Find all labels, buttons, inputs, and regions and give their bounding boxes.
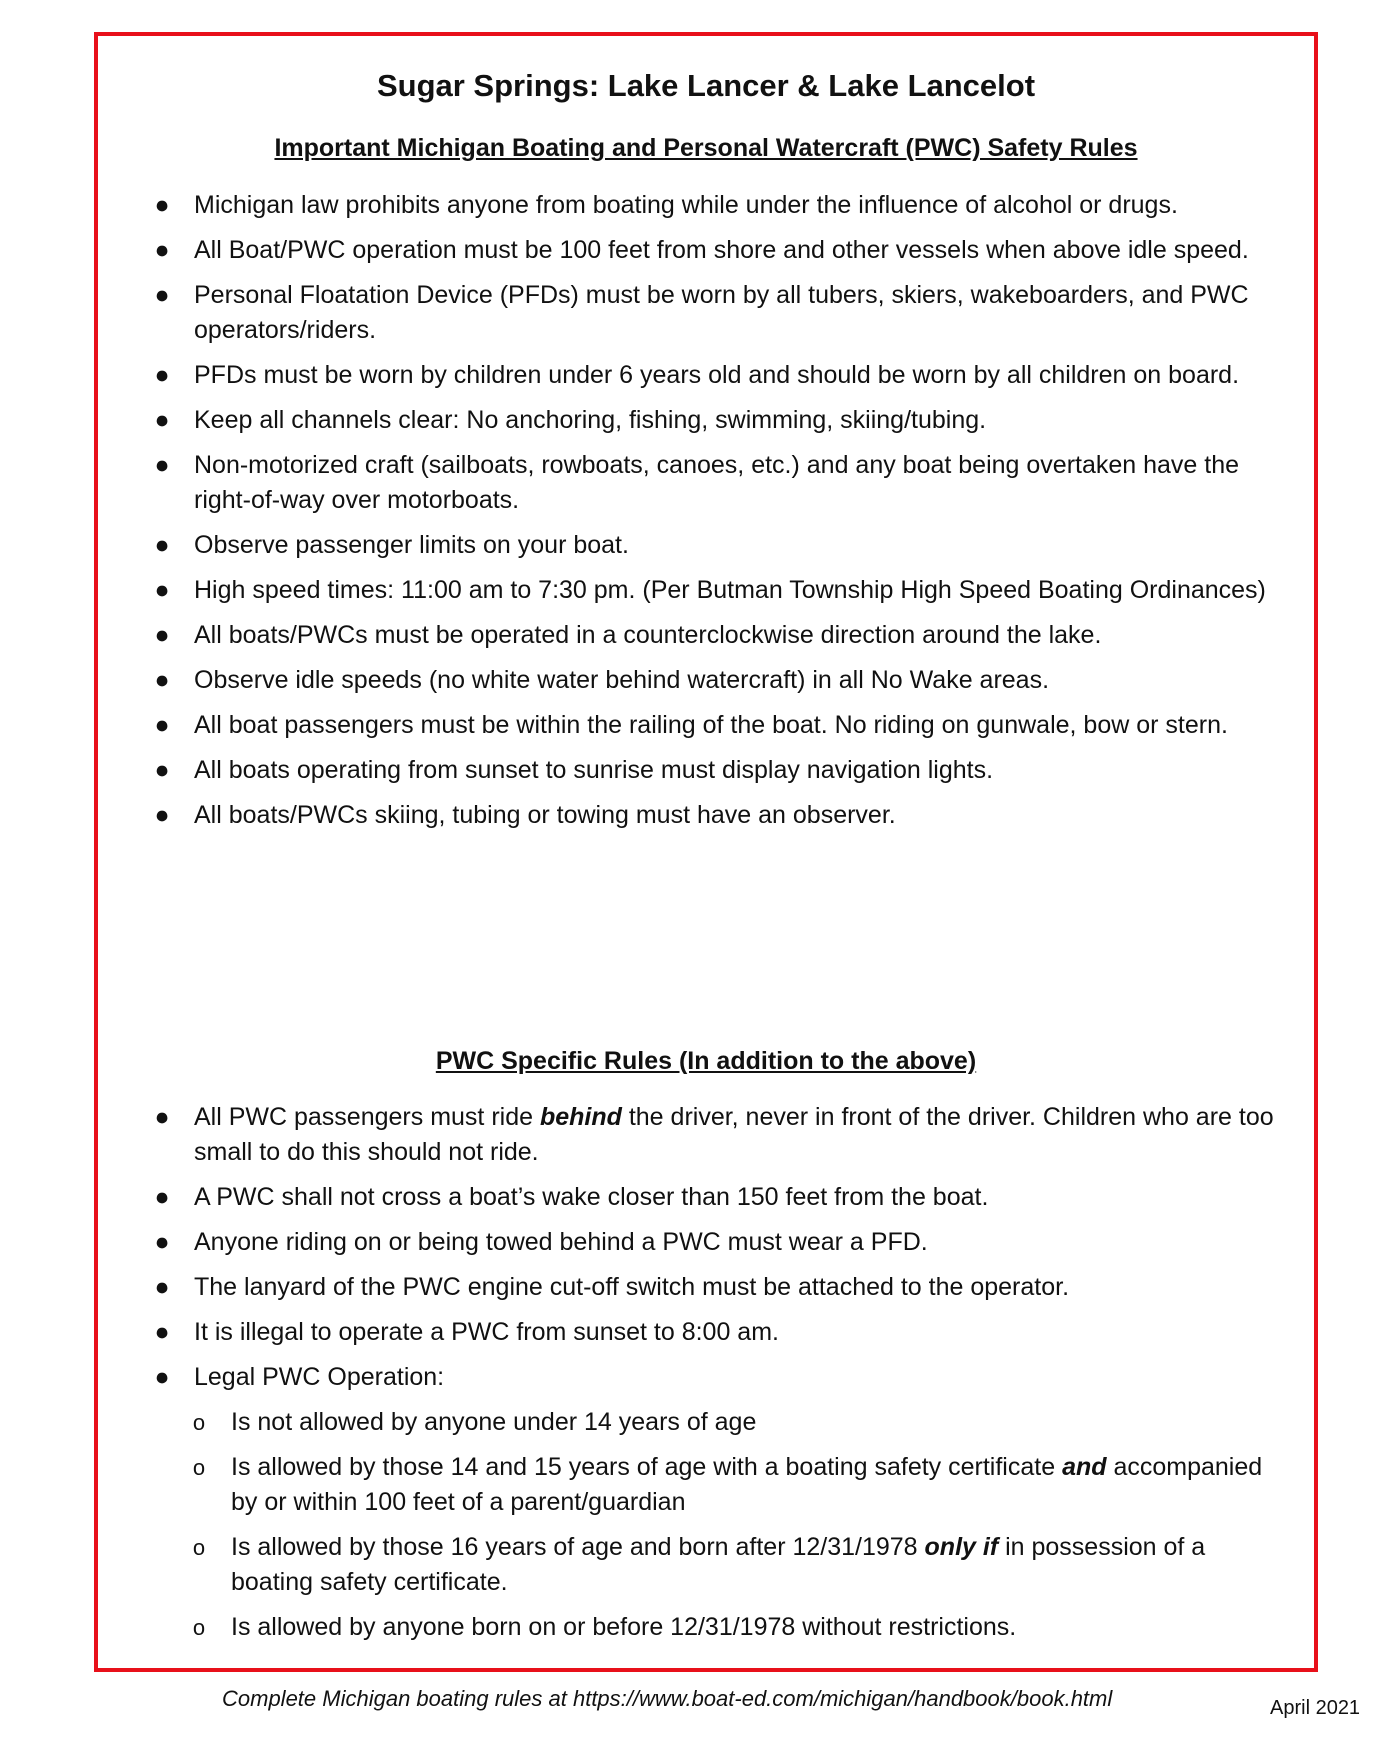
sub-list-item: o Is allowed by those 14 and 15 years of age with a boating safety certificate and accompanied by or within 100 feet of a parent/guardian xyxy=(98,1450,1314,1520)
list-item: ● Legal PWC Operation: xyxy=(98,1360,1314,1395)
footer-note: Complete Michigan boating rules at https://www.boat-ed.com/michigan/handbook/book.html xyxy=(222,1686,1113,1711)
list-item: ● All boats/PWCs skiing, tubing or towing must have an observer. xyxy=(98,798,1314,833)
bullet-icon: ● xyxy=(154,621,170,649)
bullet-icon: ● xyxy=(154,191,170,219)
list-item: ● The lanyard of the PWC engine cut-off switch must be attached to the operator. xyxy=(98,1270,1314,1305)
bullet-icon: ● xyxy=(154,576,170,604)
bullet-icon: ● xyxy=(154,406,170,434)
bullet-icon: ● xyxy=(154,451,170,479)
bullet-icon: ● xyxy=(154,1363,170,1391)
list-item: ● Non-motorized craft (sailboats, rowboats, canoes, etc.) and any boat being overtaken have the right-of-way over motorboats. xyxy=(98,448,1314,518)
list-item: ● Observe passenger limits on your boat. xyxy=(98,528,1314,563)
list-item: ● All Boat/PWC operation must be 100 feet from shore and other vessels when above idle speed. xyxy=(98,233,1314,268)
list-item: ● A PWC shall not cross a boat’s wake closer than 150 feet from the boat. xyxy=(98,1180,1314,1215)
bullet-icon: ● xyxy=(154,531,170,559)
list-item: ● Personal Floatation Device (PFDs) must be worn by all tubers, skiers, wakeboarders, and PWC operators/riders. xyxy=(98,278,1314,348)
sub-list-item: o Is not allowed by anyone under 14 years of age xyxy=(98,1405,1314,1440)
emphasis-text: behind xyxy=(539,1103,622,1131)
emphasis-text: and xyxy=(1062,1453,1107,1481)
sub-list-item: o Is allowed by those 16 years of age and born after 12/31/1978 only if in possession of a boating safety certificate. xyxy=(98,1530,1314,1600)
list-item: ● All boats/PWCs must be operated in a counterclockwise direction around the lake. xyxy=(98,618,1314,653)
list-item: ● PFDs must be worn by children under 6 years old and should be worn by all children on board. xyxy=(98,358,1314,393)
pwc-rules-heading: PWC Specific Rules (In addition to the above) xyxy=(435,1047,977,1075)
bullet-icon: ● xyxy=(154,711,170,739)
bullet-icon: ● xyxy=(154,1103,170,1131)
document-title: Sugar Springs: Lake Lancer & Lake Lancelot xyxy=(376,68,1036,103)
bullet-icon: ● xyxy=(154,756,170,784)
document-date: April 2021 xyxy=(1270,1697,1361,1719)
bullet-icon: ● xyxy=(154,666,170,694)
bullet-icon: ● xyxy=(154,1183,170,1211)
bullet-icon: ● xyxy=(154,1228,170,1256)
sub-list-item: o Is allowed by anyone born on or before 12/31/1978 without restrictions. xyxy=(98,1610,1314,1645)
circle-bullet-icon: o xyxy=(192,1410,206,1435)
bullet-icon: ● xyxy=(154,236,170,264)
list-item: ● Anyone riding on or being towed behind a PWC must wear a PFD. xyxy=(98,1225,1314,1260)
list-item: ● All PWC passengers must ride behind the driver, never in front of the driver. Children who are too small to do this should not ride. xyxy=(98,1100,1314,1170)
bullet-icon: ● xyxy=(154,361,170,389)
list-item: ● High speed times: 11:00 am to 7:30 pm. (Per Butman Township High Speed Boating Ordinances) xyxy=(98,573,1314,608)
circle-bullet-icon: o xyxy=(192,1455,206,1480)
list-item: ● Observe idle speeds (no white water behind watercraft) in all No Wake areas. xyxy=(98,663,1314,698)
bullet-icon: ● xyxy=(154,1273,170,1301)
list-item: ● Michigan law prohibits anyone from boating while under the influence of alcohol or drugs. xyxy=(98,188,1314,223)
pwc-rules-list xyxy=(98,1100,1314,1655)
general-rules-list xyxy=(98,188,1314,843)
list-item: ● Keep all channels clear: No anchoring, fishing, swimming, skiing/tubing. xyxy=(98,403,1314,438)
bullet-icon: ● xyxy=(154,281,170,309)
list-item: ● All boats operating from sunset to sunrise must display navigation lights. xyxy=(98,753,1314,788)
safety-rules-heading: Important Michigan Boating and Personal Watercraft (PWC) Safety Rules xyxy=(274,134,1138,162)
circle-bullet-icon: o xyxy=(192,1535,206,1560)
bullet-icon: ● xyxy=(154,801,170,829)
list-item: ● All boat passengers must be within the railing of the boat. No riding on gunwale, bow or stern. xyxy=(98,708,1314,743)
circle-bullet-icon: o xyxy=(192,1615,206,1640)
list-item: ● It is illegal to operate a PWC from sunset to 8:00 am. xyxy=(98,1315,1314,1350)
emphasis-text: only if xyxy=(924,1533,999,1561)
document-border xyxy=(94,32,1318,1672)
bullet-icon: ● xyxy=(154,1318,170,1346)
